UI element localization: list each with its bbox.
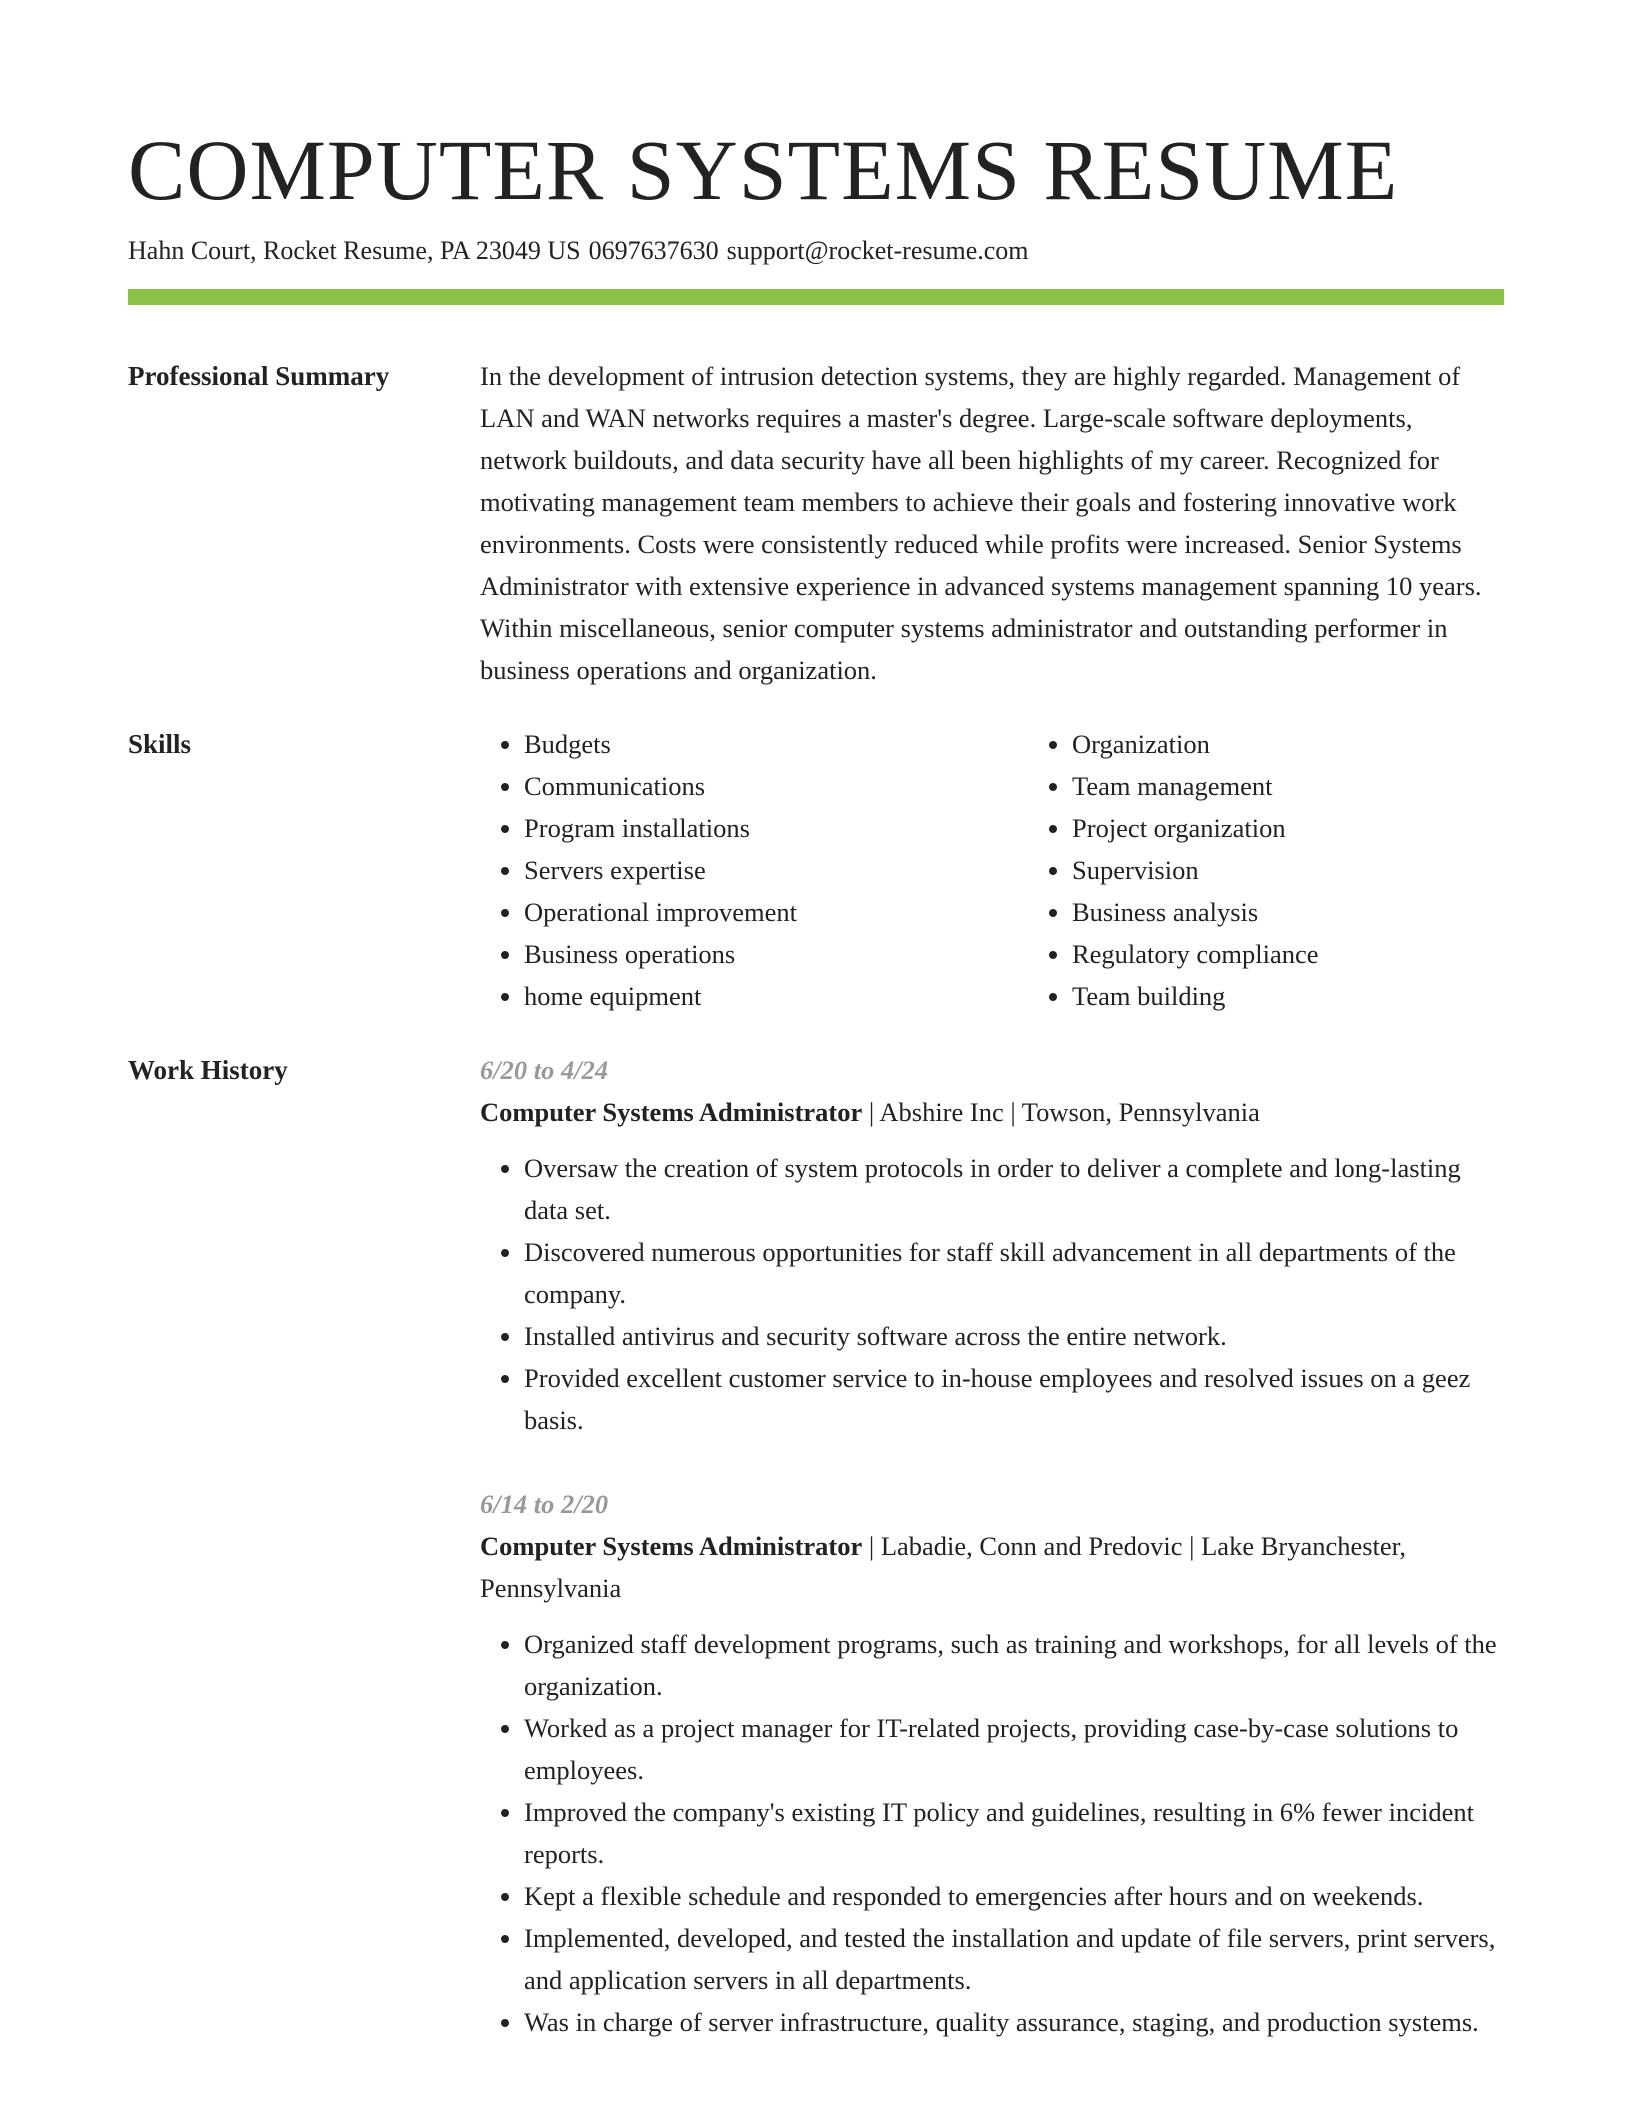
job-bullet: • Worked as a project manager for IT-related projects, providing case-by-case solutions to employees. [524,1707,1504,1791]
contact-address: Hahn Court, Rocket Resume, PA 23049 US [128,236,581,265]
skills-body [480,723,1576,1017]
job-entry [480,1483,1504,2043]
skill-item: • Organization [1072,723,1576,765]
job-bullet: • Implemented, developed, and tested the installation and update of file servers, print servers, and application servers in all departments. [524,1917,1504,2001]
skills-heading: Skills [128,729,192,759]
job-bullet: • Provided excellent customer service to in-house employees and resolved issues on a geez basis. [524,1357,1504,1441]
skill-item: • Operational improvement [524,891,1028,933]
summary-text: In the development of intrusion detection systems, they are highly regarded. Management of LAN and WAN networks requires a master's degree. Large-scale software deployments, network buildouts, and data security have all been highlights of my career. Recognized for motivating management team members to achieve their goals and fostering innovative work environments. Costs were consistently reduced while profits were increased. Senior Systems Administrator with extensive experience in advanced systems management spanning 10 years. Within miscellaneous, senior computer systems administrator and outstanding performer in business operations and organization. [480,361,1482,685]
job-details: | Abshire Inc | Towson, Pennsylvania [862,1097,1260,1127]
contact-line [128,234,1504,268]
job-bullet: • Organized staff development programs, such as training and workshops, for all levels of the organization. [524,1623,1504,1707]
job-entry [480,1049,1504,1441]
summary-section [128,355,1504,691]
skills-section [128,723,1504,1017]
skill-item: • Project organization [1072,807,1576,849]
skill-item: • Regulatory compliance [1072,933,1576,975]
job-bullet: • Oversaw the creation of system protocols in order to deliver a complete and long-lasting data set. [524,1147,1504,1231]
job-dates: 6/20 to 4/24 [480,1055,609,1085]
skill-item: • Supervision [1072,849,1576,891]
summary-heading: Professional Summary [128,361,390,391]
skill-item: • home equipment [524,975,1028,1017]
job-header [480,1091,1504,1133]
skill-item: • Team management [1072,765,1576,807]
job-bullet: • Installed antivirus and security software across the entire network. [524,1315,1504,1357]
skill-item: • Budgets [524,723,1028,765]
skill-item: • Team building [1072,975,1576,1017]
contact-phone: 0697637630 [588,236,719,265]
work-history-body [480,1049,1504,2043]
job-bullets [480,1147,1504,1441]
job-title: Computer Systems Administrator [480,1531,863,1561]
job-bullet: • Kept a flexible schedule and responded to emergencies after hours and on weekends. [524,1875,1504,1917]
skill-item: • Business analysis [1072,891,1576,933]
skill-item: • Business operations [524,933,1028,975]
header-divider [128,289,1504,305]
skill-item: • Communications [524,765,1028,807]
skill-item: • Program installations [524,807,1028,849]
skills-list-left [480,723,1028,1017]
job-bullet: • Was in charge of server infrastructure, quality assurance, staging, and production systems. [524,2001,1504,2043]
skills-columns [480,723,1576,1017]
work-history-heading: Work History [128,1055,288,1085]
work-history-section [128,1049,1504,2043]
contact-email: support@rocket-resume.com [726,236,1029,265]
skill-item: • Servers expertise [524,849,1028,891]
job-bullet: • Improved the company's existing IT policy and guidelines, resulting in 6% fewer incident reports. [524,1791,1504,1875]
skills-list-right [1028,723,1576,1017]
job-bullets [480,1623,1504,2043]
job-header [480,1525,1504,1609]
resume-title: COMPUTER SYSTEMS RESUME [128,122,1399,218]
job-title: Computer Systems Administrator [480,1097,863,1127]
resume-page [128,0,1504,2043]
job-dates: 6/14 to 2/20 [480,1489,609,1519]
job-bullet: • Discovered numerous opportunities for staff skill advancement in all departments of the company. [524,1231,1504,1315]
job-details: | Labadie, Conn and Predovic | Lake Bryanchester, Pennsylvania [480,1531,1407,1603]
